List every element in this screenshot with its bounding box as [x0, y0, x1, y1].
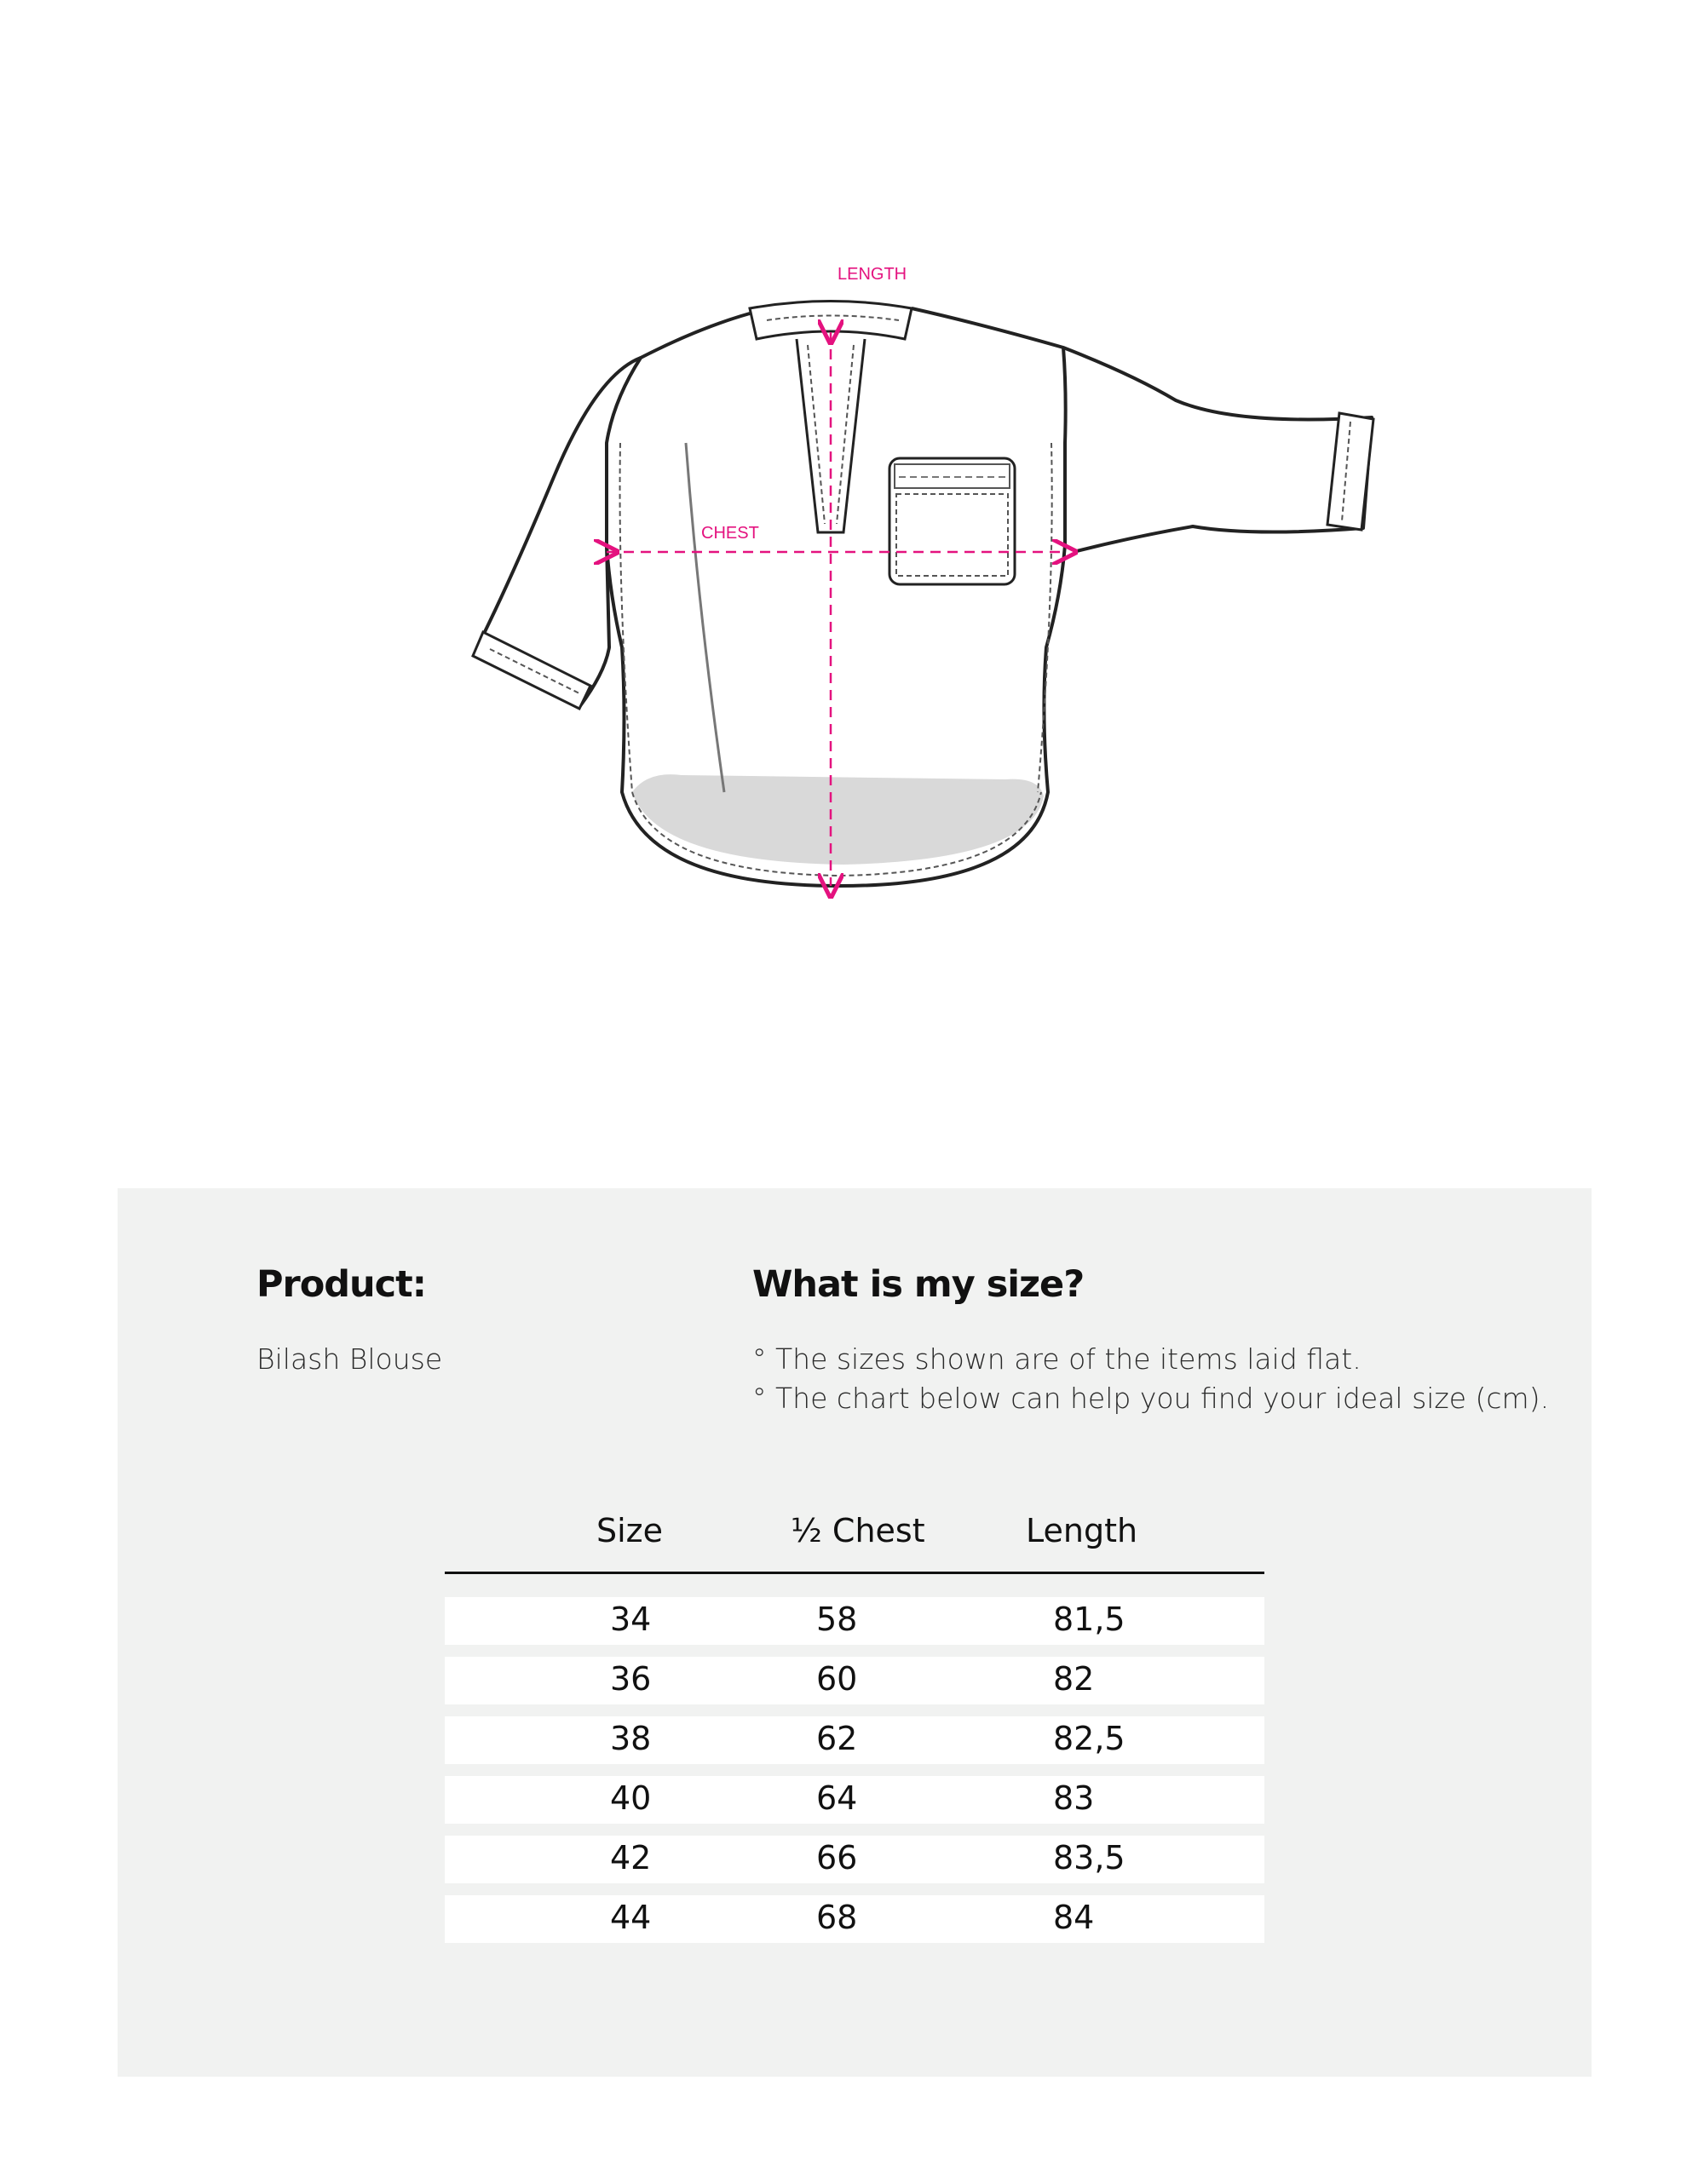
size-table-header — [445, 1510, 1264, 1574]
table-row — [445, 1836, 1264, 1883]
column-header-size: Size — [596, 1512, 664, 1549]
cell-half-chest: 58 — [816, 1601, 858, 1638]
table-row — [445, 1716, 1264, 1764]
cell-length: 83 — [1053, 1779, 1095, 1817]
cell-half-chest: 62 — [816, 1720, 858, 1757]
cell-size: 42 — [610, 1839, 652, 1877]
cell-length: 83,5 — [1053, 1839, 1125, 1877]
size-table-body — [445, 1597, 1264, 1943]
right-sleeve — [1063, 348, 1372, 552]
table-row — [445, 1776, 1264, 1824]
cell-size: 34 — [610, 1601, 652, 1638]
length-label: LENGTH — [838, 265, 907, 284]
chest-label: CHEST — [701, 524, 759, 543]
table-row — [445, 1657, 1264, 1704]
hem-inner-shade — [632, 774, 1044, 865]
product-name: Bilash Blouse — [256, 1342, 443, 1376]
cell-size: 38 — [610, 1720, 652, 1757]
cell-length: 84 — [1053, 1899, 1095, 1936]
cell-size: 36 — [610, 1660, 652, 1698]
size-table — [445, 1510, 1264, 1955]
cell-size: 40 — [610, 1779, 652, 1817]
table-row — [445, 1895, 1264, 1943]
cell-length: 81,5 — [1053, 1601, 1125, 1638]
cell-half-chest: 68 — [816, 1899, 858, 1936]
product-heading: Product: — [256, 1263, 426, 1306]
chest-pocket — [889, 458, 1015, 584]
cell-length: 82 — [1053, 1660, 1095, 1698]
cell-half-chest: 60 — [816, 1660, 858, 1698]
size-note: ° The sizes shown are of the items laid flat. — [752, 1342, 1361, 1376]
cell-size: 44 — [610, 1899, 652, 1936]
size-note: ° The chart below can help you find your ideal size (cm). — [752, 1382, 1550, 1415]
cell-half-chest: 66 — [816, 1839, 858, 1877]
column-header-half-chest: ½ Chest — [791, 1512, 925, 1549]
column-header-length: Length — [1026, 1512, 1138, 1549]
cell-half-chest: 64 — [816, 1779, 858, 1817]
table-row — [445, 1597, 1264, 1645]
size-help-heading: What is my size? — [752, 1263, 1085, 1306]
size-info-panel — [118, 1188, 1592, 2077]
cell-length: 82,5 — [1053, 1720, 1125, 1757]
